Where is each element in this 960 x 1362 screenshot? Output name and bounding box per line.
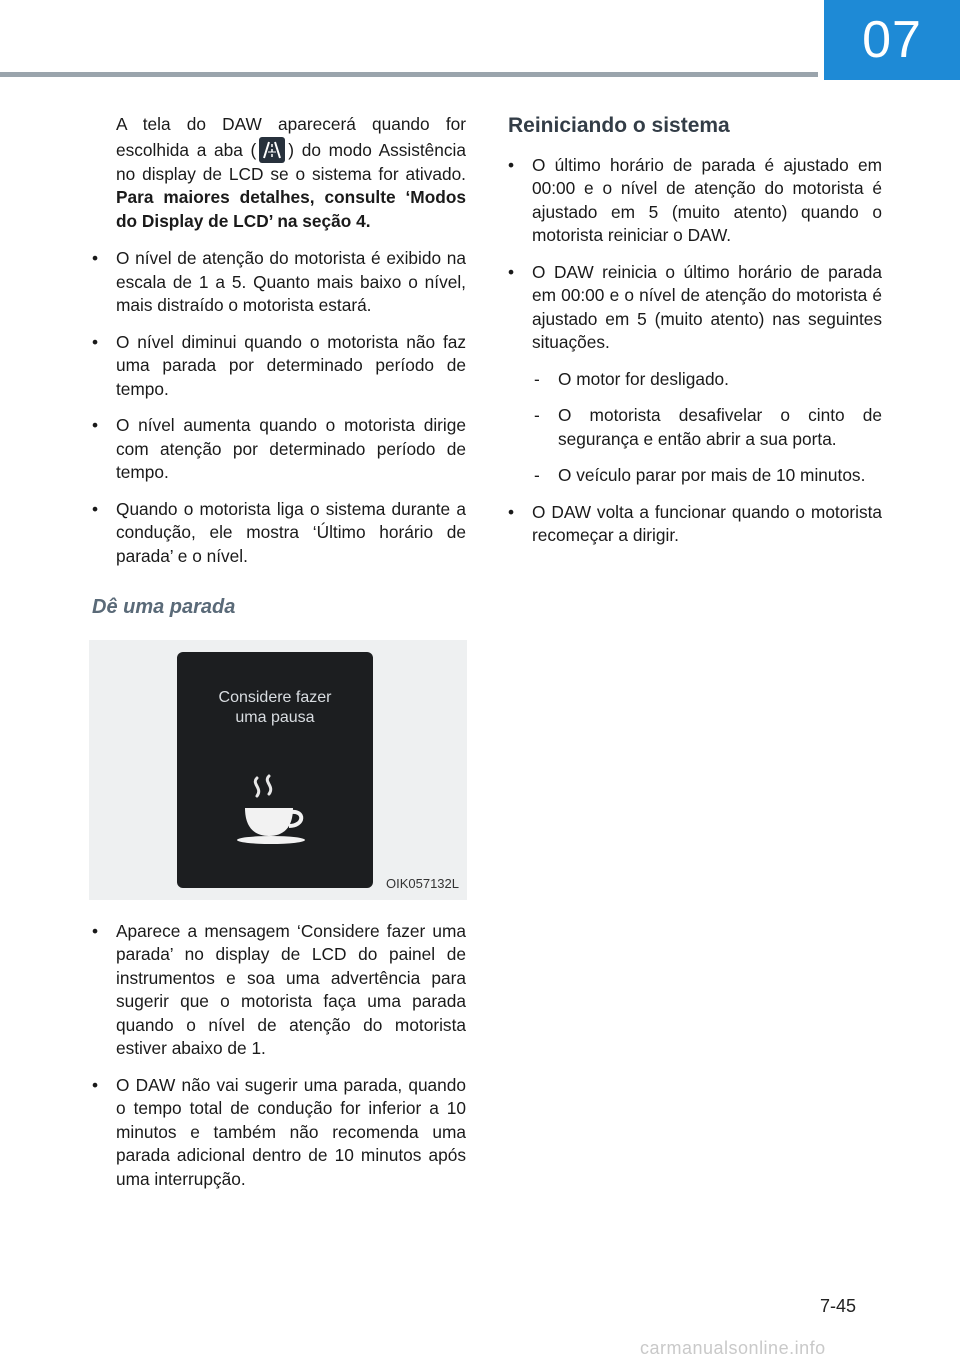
list-item: • O nível diminui quando o motorista não faz uma parada por determinado período de tempo. xyxy=(92,331,466,399)
list-item: • Aparece a mensagem ‘Considere fazer uma parada’ no display de LCD do painel de instrumentos e soa uma advertência para sugerir que o motorista faça uma parada quando o nível de atenção do motorista estiver abaixo de 1. xyxy=(92,920,466,1058)
screen-message: Considere fazer uma pausa xyxy=(218,688,332,726)
list-item: • O DAW reinicia o último horário de parada em 00:00 e o nível de atenção do motorista é ajustado em 5 (muito atento) nas seguintes situações. xyxy=(508,261,882,352)
sub-list-item: - O veículo parar por mais de 10 minutos. xyxy=(534,465,866,485)
list-item: • O nível de atenção do motorista é exibido na escala de 1 a 5. Quanto mais baixo o nível, mais distraído o motorista estará. xyxy=(92,248,466,315)
list-item: • Quando o motorista liga o sistema durante a condução, ele mostra ‘Último horário de parada’ e o nível. xyxy=(92,498,466,566)
coffee-cup-icon xyxy=(237,772,317,852)
intro-paragraph xyxy=(92,113,466,233)
right-column xyxy=(508,113,882,561)
left-column xyxy=(92,113,466,1204)
page-number: 7-45 xyxy=(820,1296,857,1316)
section-title: Dê uma parada xyxy=(92,596,236,618)
section-heading: Reiniciando o sistema xyxy=(508,114,730,137)
intro-text-1: A tela do DAW aparecerá quando for escolhida a aba ( xyxy=(116,114,466,160)
intro-reference: Para maiores detalhes, consulte ‘Modos do Display de LCD’ na seção 4. xyxy=(116,187,466,231)
list-item: • O DAW volta a funcionar quando o motorista recomeçar a dirigir. xyxy=(508,501,882,545)
header-rule xyxy=(0,72,818,77)
intro-text-2: ) do modo Assistência no display de LCD se o sistema for ativado. xyxy=(116,139,466,184)
chapter-tab: 07 xyxy=(824,0,960,80)
list-item: • O último horário de parada é ajustado em 00:00 e o nível de atenção do motorista é ajustado em 5 (muito atento) quando o motorista reiniciar o DAW. xyxy=(508,154,882,245)
sub-list-item: - O motor for desligado. xyxy=(534,368,729,389)
lcd-figure xyxy=(89,640,467,900)
watermark: carmanualsonline.info xyxy=(640,1338,826,1358)
lcd-screen xyxy=(177,652,373,888)
driver-attention-icon xyxy=(259,137,285,163)
list-item: • O DAW não vai sugerir uma parada, quando o tempo total de condução for inferior a 10 minutos e também não recomenda uma parada adicional dentro de 10 minutos após uma interrupção. xyxy=(92,1074,466,1189)
sub-list-item: - O motorista desafivelar o cinto de segurança e então abrir a sua porta. xyxy=(534,405,882,449)
list-item: • O nível aumenta quando o motorista dirige com atenção por determinado período de tempo. xyxy=(92,415,466,482)
figure-code: OIK057132L xyxy=(385,876,459,891)
